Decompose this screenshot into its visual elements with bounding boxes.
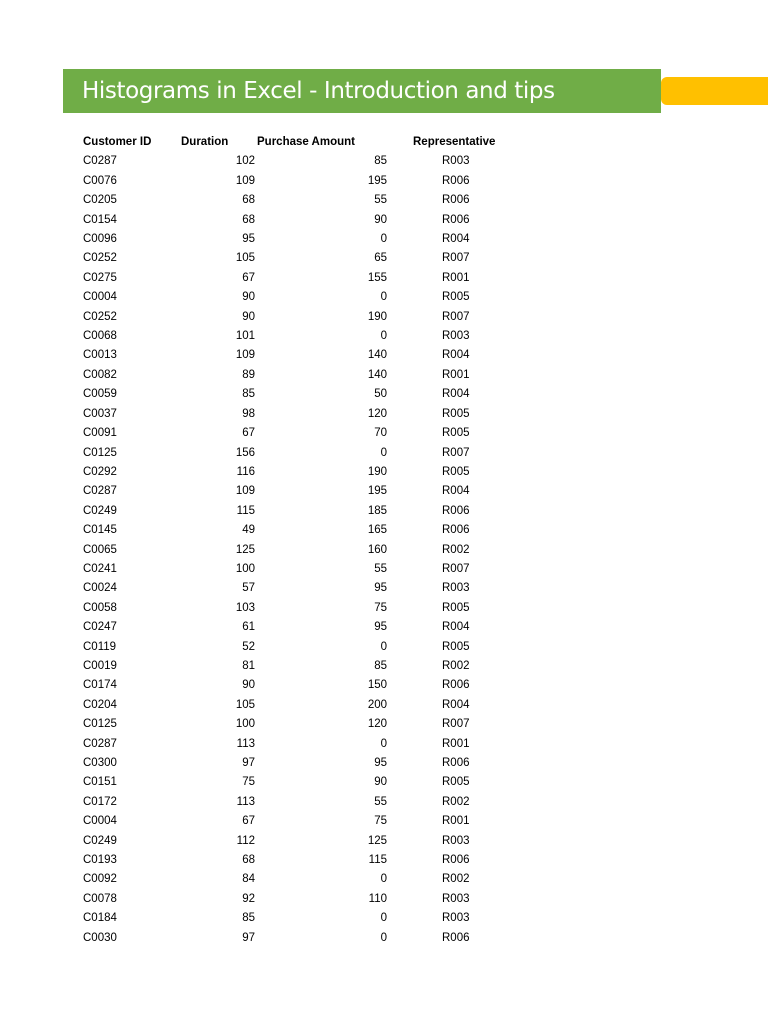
table-row	[0, 308, 768, 327]
cell-representative: R007	[442, 310, 470, 323]
cell-purchase-amount: 155	[367, 271, 387, 284]
cell-duration: 109	[235, 349, 255, 362]
cell-customer-id: C0252	[83, 310, 117, 323]
cell-purchase-amount: 0	[380, 330, 387, 343]
cell-representative: R006	[442, 854, 470, 867]
cell-representative: R002	[442, 873, 470, 886]
cell-duration: 113	[236, 795, 255, 808]
table-row	[0, 346, 768, 365]
cell-purchase-amount: 120	[367, 407, 387, 420]
cell-customer-id: C0037	[83, 407, 117, 420]
cell-representative: R004	[442, 621, 470, 634]
cell-customer-id: C0287	[83, 485, 117, 498]
cell-representative: R002	[442, 795, 470, 808]
cell-customer-id: C0125	[83, 446, 117, 459]
cell-duration: 109	[235, 485, 255, 498]
cell-representative: R006	[442, 524, 470, 537]
cell-purchase-amount: 0	[380, 737, 387, 750]
cell-duration: 90	[242, 679, 255, 692]
table-row	[0, 405, 768, 424]
cell-purchase-amount: 115	[368, 854, 387, 867]
cell-representative: R001	[442, 368, 470, 381]
column-header-customer-id: Customer ID	[83, 136, 152, 148]
cell-duration: 68	[242, 194, 255, 207]
table-row	[0, 444, 768, 463]
cell-customer-id: C0249	[83, 834, 117, 847]
cell-customer-id: C0204	[83, 698, 117, 711]
cell-duration: 67	[242, 427, 255, 440]
cell-purchase-amount: 55	[374, 194, 387, 207]
table-row	[0, 812, 768, 831]
table-row	[0, 560, 768, 579]
cell-customer-id: C0004	[83, 815, 117, 828]
table-row	[0, 696, 768, 715]
table-row	[0, 676, 768, 695]
cell-customer-id: C0193	[83, 854, 117, 867]
table-row	[0, 482, 768, 501]
cell-customer-id: C0125	[83, 718, 117, 731]
cell-customer-id: C0019	[83, 659, 117, 672]
cell-representative: R007	[442, 446, 470, 459]
data-table	[0, 133, 768, 948]
cell-customer-id: C0247	[83, 621, 117, 634]
cell-customer-id: C0065	[83, 543, 117, 556]
cell-purchase-amount: 140	[367, 368, 387, 381]
table-row	[0, 657, 768, 676]
cell-representative: R007	[442, 562, 470, 575]
cell-customer-id: C0300	[83, 757, 117, 769]
cell-representative: R006	[442, 757, 470, 769]
cell-representative: R004	[442, 485, 470, 498]
table-row	[0, 890, 768, 909]
cell-representative: R001	[442, 271, 470, 284]
cell-customer-id: C0119	[83, 640, 117, 653]
cell-purchase-amount: 160	[367, 543, 387, 556]
table-row	[0, 327, 768, 346]
cell-purchase-amount: 120	[367, 718, 387, 731]
table-header-row	[0, 133, 768, 152]
cell-duration: 92	[242, 892, 255, 905]
cell-customer-id: C0249	[83, 504, 117, 517]
cell-representative: R001	[442, 815, 470, 828]
cell-representative: R005	[442, 291, 470, 304]
table-row	[0, 152, 768, 171]
cell-representative: R006	[442, 679, 470, 692]
cell-duration: 115	[236, 504, 255, 517]
cell-duration: 61	[242, 621, 255, 634]
cell-customer-id: C0059	[83, 388, 117, 401]
cell-purchase-amount: 0	[380, 640, 387, 653]
cell-duration: 125	[235, 543, 255, 556]
cell-purchase-amount: 90	[374, 213, 387, 226]
table-row	[0, 541, 768, 560]
cell-duration: 68	[242, 213, 255, 226]
cell-purchase-amount: 0	[380, 233, 387, 246]
cell-customer-id: C0287	[83, 737, 117, 750]
cell-duration: 100	[235, 718, 255, 731]
cell-purchase-amount: 0	[380, 873, 387, 886]
title-banner	[63, 69, 661, 113]
cell-purchase-amount: 65	[374, 252, 387, 265]
cell-purchase-amount: 95	[374, 582, 387, 595]
cell-duration: 109	[235, 174, 255, 187]
cell-duration: 100	[235, 562, 255, 575]
cell-representative: R005	[442, 601, 470, 614]
cell-representative: R004	[442, 233, 470, 246]
cell-representative: R007	[442, 718, 470, 731]
cell-representative: R001	[442, 737, 470, 750]
cell-purchase-amount: 110	[368, 892, 387, 905]
cell-customer-id: C0205	[83, 194, 117, 207]
cell-customer-id: C0004	[83, 291, 117, 304]
cell-customer-id: C0096	[83, 233, 117, 246]
cell-purchase-amount: 70	[374, 427, 387, 440]
table-row	[0, 288, 768, 307]
cell-customer-id: C0013	[83, 349, 117, 362]
cell-customer-id: C0292	[83, 465, 117, 478]
cell-purchase-amount: 140	[367, 349, 387, 362]
cell-duration: 116	[236, 465, 255, 478]
cell-duration: 105	[235, 252, 255, 265]
cell-customer-id: C0275	[83, 271, 117, 284]
table-row	[0, 773, 768, 792]
cell-customer-id: C0091	[83, 427, 117, 440]
table-row	[0, 618, 768, 637]
cell-representative: R003	[442, 892, 470, 905]
cell-representative: R003	[442, 155, 470, 168]
cell-purchase-amount: 195	[367, 174, 387, 187]
cell-duration: 68	[242, 854, 255, 867]
cell-duration: 49	[242, 524, 255, 537]
cell-duration: 97	[242, 931, 255, 944]
table-row	[0, 579, 768, 598]
cell-representative: R002	[442, 659, 470, 672]
table-row	[0, 249, 768, 268]
cell-duration: 52	[242, 640, 255, 653]
cell-duration: 85	[242, 912, 255, 925]
cell-duration: 90	[242, 291, 255, 304]
cell-customer-id: C0078	[83, 892, 117, 905]
cell-purchase-amount: 85	[374, 155, 387, 168]
cell-purchase-amount: 85	[374, 659, 387, 672]
cell-duration: 103	[235, 601, 255, 614]
cell-customer-id: C0030	[83, 931, 117, 944]
cell-representative: R005	[442, 427, 470, 440]
cell-duration: 105	[235, 698, 255, 711]
cell-purchase-amount: 50	[374, 388, 387, 401]
cell-purchase-amount: 90	[374, 776, 387, 789]
cell-representative: R006	[442, 504, 470, 517]
cell-purchase-amount: 195	[367, 485, 387, 498]
cell-duration: 113	[236, 737, 255, 750]
cell-purchase-amount: 0	[380, 912, 387, 925]
cell-customer-id: C0092	[83, 873, 117, 886]
cell-representative: R006	[442, 931, 470, 944]
cell-purchase-amount: 95	[374, 621, 387, 634]
cell-customer-id: C0172	[83, 795, 117, 808]
cell-duration: 112	[236, 834, 255, 847]
cell-duration: 156	[235, 446, 255, 459]
table-row	[0, 754, 768, 773]
cell-customer-id: C0076	[83, 174, 117, 187]
cell-purchase-amount: 190	[367, 465, 387, 478]
cell-representative: R003	[442, 912, 470, 925]
cell-purchase-amount: 75	[374, 815, 387, 828]
cell-representative: R004	[442, 388, 470, 401]
table-row	[0, 191, 768, 210]
cell-representative: R003	[442, 834, 470, 847]
table-row	[0, 502, 768, 521]
cell-customer-id: C0154	[83, 213, 117, 226]
cell-duration: 90	[242, 310, 255, 323]
cell-purchase-amount: 75	[374, 601, 387, 614]
cell-duration: 95	[242, 233, 255, 246]
cell-purchase-amount: 55	[374, 562, 387, 575]
cell-customer-id: C0024	[83, 582, 117, 595]
cell-purchase-amount: 125	[367, 834, 387, 847]
cell-customer-id: C0287	[83, 155, 117, 168]
cell-duration: 67	[242, 271, 255, 284]
table-row	[0, 870, 768, 889]
cell-representative: R002	[442, 543, 470, 556]
table-row	[0, 366, 768, 385]
table-row	[0, 832, 768, 851]
cell-duration: 89	[242, 368, 255, 381]
cell-purchase-amount: 185	[367, 504, 387, 517]
column-header-representative: Representative	[413, 136, 496, 148]
cell-purchase-amount: 150	[367, 679, 387, 692]
cell-duration: 97	[242, 757, 255, 769]
cell-customer-id: C0151	[83, 776, 117, 789]
cell-customer-id: C0068	[83, 330, 117, 343]
cell-duration: 84	[242, 873, 255, 886]
table-row	[0, 463, 768, 482]
table-row	[0, 211, 768, 230]
table-row	[0, 638, 768, 657]
cell-customer-id: C0241	[83, 562, 117, 575]
column-header-duration: Duration	[181, 136, 229, 148]
cell-representative: R003	[442, 582, 470, 595]
cell-customer-id: C0145	[83, 524, 117, 537]
cell-purchase-amount: 0	[380, 291, 387, 304]
table-body	[0, 152, 768, 948]
page-title: Histograms in Excel - Introduction and tips	[82, 78, 555, 104]
cell-duration: 57	[242, 582, 255, 595]
table-row	[0, 230, 768, 249]
cell-duration: 81	[242, 659, 255, 672]
cell-duration: 98	[242, 407, 255, 420]
cell-duration: 85	[242, 388, 255, 401]
cell-representative: R006	[442, 174, 470, 187]
cell-representative: R005	[442, 407, 470, 420]
cell-duration: 67	[242, 815, 255, 828]
table-row	[0, 599, 768, 618]
cell-representative: R005	[442, 640, 470, 653]
cell-representative: R007	[442, 252, 470, 265]
cell-purchase-amount: 0	[380, 446, 387, 459]
cell-duration: 75	[242, 776, 255, 789]
cell-purchase-amount: 55	[374, 795, 387, 808]
cell-customer-id: C0174	[83, 679, 117, 692]
table-row	[0, 269, 768, 288]
cell-representative: R003	[442, 330, 470, 343]
cell-duration: 101	[235, 330, 255, 343]
table-row	[0, 424, 768, 443]
accent-tab	[661, 77, 768, 105]
table-row	[0, 715, 768, 734]
cell-purchase-amount: 165	[367, 524, 387, 537]
cell-purchase-amount: 95	[374, 757, 387, 769]
cell-representative: R005	[442, 776, 470, 789]
column-header-purchase-amount: Purchase Amount	[257, 136, 355, 148]
table-row	[0, 521, 768, 540]
table-row	[0, 793, 768, 812]
table-row	[0, 735, 768, 754]
cell-purchase-amount: 200	[367, 698, 387, 711]
cell-duration: 102	[235, 155, 255, 168]
cell-representative: R006	[442, 194, 470, 207]
table-row	[0, 929, 768, 948]
cell-purchase-amount: 0	[380, 931, 387, 944]
cell-customer-id: C0058	[83, 601, 117, 614]
cell-customer-id: C0252	[83, 252, 117, 265]
table-row	[0, 172, 768, 191]
table-row	[0, 851, 768, 870]
cell-customer-id: C0184	[83, 912, 117, 925]
cell-representative: R004	[442, 349, 470, 362]
cell-representative: R004	[442, 698, 470, 711]
cell-purchase-amount: 190	[367, 310, 387, 323]
cell-customer-id: C0082	[83, 368, 117, 381]
cell-representative: R005	[442, 465, 470, 478]
table-row	[0, 909, 768, 928]
table-row	[0, 385, 768, 404]
cell-representative: R006	[442, 213, 470, 226]
